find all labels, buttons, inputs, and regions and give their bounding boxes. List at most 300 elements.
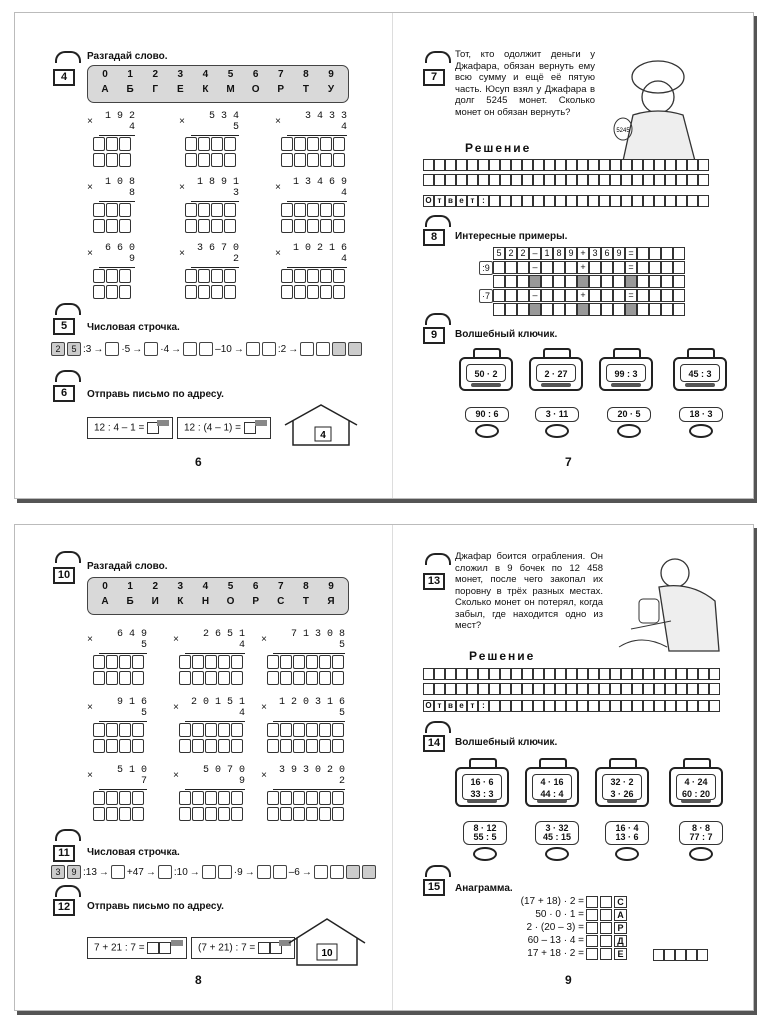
answer-cell[interactable] <box>198 203 210 217</box>
word-answer-cell[interactable] <box>664 949 675 961</box>
solution-cell[interactable] <box>621 668 632 680</box>
answer-cells[interactable] <box>93 655 144 669</box>
answer-cell[interactable] <box>643 700 654 712</box>
expression-cell[interactable] <box>505 289 517 302</box>
solution-cell[interactable] <box>665 174 676 186</box>
answer-cells[interactable] <box>281 269 345 283</box>
answer-cell[interactable] <box>294 137 306 151</box>
answer-cell[interactable] <box>119 671 131 685</box>
answer-cell[interactable] <box>198 153 210 167</box>
answer-cell[interactable] <box>224 269 236 283</box>
answer-cell[interactable] <box>511 195 522 207</box>
expression-cell[interactable] <box>493 261 505 274</box>
answer-cell[interactable] <box>93 671 105 685</box>
answer-cell[interactable] <box>205 723 217 737</box>
answer-cell[interactable] <box>319 671 331 685</box>
expression-cell[interactable] <box>565 303 577 316</box>
solution-row[interactable] <box>423 159 709 171</box>
answer-cell[interactable] <box>281 269 293 283</box>
solution-cell[interactable] <box>610 159 621 171</box>
expression-cell[interactable] <box>565 261 577 274</box>
solution-cell[interactable] <box>709 683 720 695</box>
chain-answer-box[interactable] <box>144 342 158 356</box>
answer-cell[interactable] <box>211 269 223 283</box>
answer-cell[interactable] <box>192 655 204 669</box>
answer-cell[interactable] <box>687 700 698 712</box>
solution-cell[interactable] <box>676 668 687 680</box>
answer-cell[interactable] <box>320 219 332 233</box>
answer-cell[interactable] <box>306 671 318 685</box>
solution-cell[interactable] <box>467 159 478 171</box>
answer-cell[interactable] <box>544 195 555 207</box>
answer-cell[interactable] <box>179 807 191 821</box>
answer-cells[interactable] <box>93 137 131 151</box>
answer-cell[interactable] <box>106 219 118 233</box>
key[interactable] <box>535 821 579 861</box>
answer-cell[interactable] <box>267 723 279 737</box>
anagram-answer-box[interactable] <box>586 896 598 908</box>
solution-cell[interactable] <box>698 174 709 186</box>
answer-box[interactable] <box>258 942 270 954</box>
answer-cell[interactable] <box>93 655 105 669</box>
answer-cell[interactable] <box>555 700 566 712</box>
solution-cell[interactable] <box>687 668 698 680</box>
answer-cell[interactable] <box>599 195 610 207</box>
answer-cell[interactable] <box>132 671 144 685</box>
answer-cells[interactable] <box>185 203 236 217</box>
solution-cell[interactable] <box>555 174 566 186</box>
answer-cell[interactable] <box>119 807 131 821</box>
anagram-answer-box[interactable] <box>586 935 598 947</box>
key[interactable] <box>679 407 723 438</box>
answer-cells[interactable] <box>179 655 243 669</box>
answer-cell[interactable] <box>319 807 331 821</box>
solution-cell[interactable] <box>643 159 654 171</box>
expression-cell[interactable] <box>541 275 553 288</box>
expression-row[interactable] <box>493 261 685 274</box>
expression-cell[interactable] <box>613 275 625 288</box>
final-box[interactable] <box>346 865 360 879</box>
expression-cell[interactable] <box>517 275 529 288</box>
solution-cell[interactable] <box>456 174 467 186</box>
solution-cell[interactable] <box>698 668 709 680</box>
answer-cell[interactable] <box>522 195 533 207</box>
solution-cell[interactable] <box>500 683 511 695</box>
expression-cell[interactable] <box>673 303 685 316</box>
answer-cell[interactable] <box>106 137 118 151</box>
expression-cell[interactable] <box>505 303 517 316</box>
answer-cell[interactable] <box>106 203 118 217</box>
anagram-answer-boxes[interactable] <box>653 949 708 961</box>
solution-cell[interactable] <box>654 683 665 695</box>
answer-cell[interactable] <box>566 700 577 712</box>
solution-cell[interactable] <box>533 174 544 186</box>
answer-cells[interactable] <box>267 655 344 669</box>
solution-cell[interactable] <box>599 668 610 680</box>
answer-cell[interactable] <box>119 219 131 233</box>
expression-cell[interactable]: – <box>529 261 541 274</box>
solution-row[interactable] <box>423 668 720 680</box>
answer-cell[interactable] <box>205 739 217 753</box>
answer-cell[interactable] <box>218 739 230 753</box>
word-answer-cell[interactable] <box>653 949 664 961</box>
chain-answer-box[interactable] <box>199 342 213 356</box>
expression-cell[interactable] <box>673 289 685 302</box>
answer-cell[interactable] <box>267 791 279 805</box>
answer-cell[interactable] <box>119 137 131 151</box>
answer-cell[interactable] <box>106 269 118 283</box>
answer-cell[interactable] <box>294 269 306 283</box>
solution-cell[interactable] <box>555 683 566 695</box>
answer-box[interactable] <box>244 422 256 434</box>
answer-cell[interactable] <box>93 219 105 233</box>
answer-cells[interactable] <box>185 153 236 167</box>
anagram-answer-box[interactable] <box>586 909 598 921</box>
answer-cell[interactable] <box>632 195 643 207</box>
answer-cell[interactable] <box>599 700 610 712</box>
answer-cell[interactable] <box>621 195 632 207</box>
solution-cell[interactable] <box>632 174 643 186</box>
word-answer-cell[interactable] <box>675 949 686 961</box>
answer-cell[interactable] <box>307 137 319 151</box>
solution-cell[interactable] <box>610 668 621 680</box>
answer-cell[interactable] <box>205 671 217 685</box>
answer-cell[interactable] <box>267 807 279 821</box>
answer-cells[interactable] <box>281 219 345 233</box>
answer-cell[interactable] <box>294 153 306 167</box>
anagram-answer-box[interactable] <box>600 922 612 934</box>
answer-cell[interactable] <box>588 195 599 207</box>
answer-cells[interactable] <box>93 269 131 283</box>
answer-cell[interactable] <box>132 723 144 737</box>
solution-cell[interactable] <box>478 159 489 171</box>
answer-cell[interactable] <box>293 739 305 753</box>
answer-cell[interactable] <box>709 700 720 712</box>
answer-cells[interactable] <box>93 285 131 299</box>
answer-cell[interactable] <box>231 791 243 805</box>
solution-cell[interactable] <box>676 174 687 186</box>
solution-cell[interactable] <box>489 668 500 680</box>
solution-cell[interactable] <box>467 668 478 680</box>
solution-cell[interactable] <box>632 668 643 680</box>
answer-cell[interactable] <box>332 807 344 821</box>
answer-cell[interactable] <box>332 655 344 669</box>
solution-cell[interactable] <box>511 683 522 695</box>
answer-cell[interactable] <box>610 700 621 712</box>
answer-cell[interactable] <box>205 655 217 669</box>
solution-cell[interactable] <box>654 668 665 680</box>
answer-cells[interactable] <box>267 671 344 685</box>
answer-cell[interactable] <box>93 269 105 283</box>
answer-cell[interactable] <box>307 285 319 299</box>
answer-cell[interactable] <box>654 700 665 712</box>
answer-cell[interactable] <box>119 153 131 167</box>
solution-cell[interactable] <box>500 668 511 680</box>
expression-cell[interactable] <box>661 289 673 302</box>
answer-cells[interactable] <box>185 285 236 299</box>
answer-cell[interactable] <box>533 195 544 207</box>
expression-cell[interactable] <box>625 303 637 316</box>
answer-cell[interactable] <box>319 739 331 753</box>
answer-cell[interactable] <box>119 203 131 217</box>
answer-cells[interactable] <box>93 723 144 737</box>
expression-cell[interactable] <box>649 275 661 288</box>
answer-cell[interactable] <box>93 137 105 151</box>
answer-cell[interactable] <box>185 269 197 283</box>
chain-answer-box[interactable] <box>262 342 276 356</box>
solution-cell[interactable] <box>467 174 478 186</box>
word-answer-cell[interactable] <box>686 949 697 961</box>
answer-cells[interactable] <box>267 739 344 753</box>
solution-cell[interactable] <box>511 159 522 171</box>
answer-cell[interactable] <box>280 655 292 669</box>
answer-cell[interactable] <box>293 791 305 805</box>
key[interactable] <box>607 407 651 438</box>
answer-cells[interactable] <box>93 203 131 217</box>
answer-cell[interactable] <box>319 723 331 737</box>
solution-cell[interactable] <box>456 668 467 680</box>
expression-cell[interactable]: = <box>625 289 637 302</box>
chain-answer-box[interactable] <box>314 865 328 879</box>
chain-answer-box[interactable] <box>105 342 119 356</box>
expression-cell[interactable] <box>637 275 649 288</box>
answer-cell[interactable] <box>293 723 305 737</box>
chain-answer-box[interactable] <box>202 865 216 879</box>
chain-answer-box[interactable] <box>218 865 232 879</box>
answer-cells[interactable] <box>93 671 144 685</box>
answer-cell[interactable] <box>280 671 292 685</box>
solution-cell[interactable] <box>665 159 676 171</box>
expression-cell[interactable] <box>649 261 661 274</box>
answer-cell[interactable] <box>577 700 588 712</box>
answer-cells[interactable] <box>93 153 131 167</box>
solution-cell[interactable] <box>566 683 577 695</box>
answer-cell[interactable] <box>205 791 217 805</box>
solution-cell[interactable] <box>599 174 610 186</box>
answer-cell[interactable] <box>211 203 223 217</box>
expression-cell[interactable] <box>553 289 565 302</box>
solution-cell[interactable] <box>599 159 610 171</box>
solution-row[interactable] <box>423 174 709 186</box>
answer-cell[interactable] <box>211 137 223 151</box>
expression-cell[interactable] <box>541 303 553 316</box>
solution-cell[interactable] <box>577 668 588 680</box>
expression-cell[interactable] <box>601 303 613 316</box>
solution-cell[interactable] <box>544 159 555 171</box>
answer-cell[interactable] <box>192 807 204 821</box>
expression-cell[interactable] <box>541 261 553 274</box>
chain-answer-box[interactable] <box>316 342 330 356</box>
expression-cell[interactable]: = <box>625 261 637 274</box>
answer-cell[interactable] <box>224 153 236 167</box>
answer-cell[interactable] <box>489 700 500 712</box>
answer-cell[interactable] <box>332 739 344 753</box>
solution-cell[interactable] <box>588 159 599 171</box>
key[interactable] <box>465 407 509 438</box>
final-box[interactable] <box>362 865 376 879</box>
solution-cell[interactable] <box>643 683 654 695</box>
expression-cell[interactable] <box>601 261 613 274</box>
answer-cell[interactable] <box>231 655 243 669</box>
answer-cells[interactable] <box>267 791 344 805</box>
expression-row[interactable] <box>493 289 685 302</box>
answer-cell[interactable] <box>293 807 305 821</box>
expression-cell[interactable] <box>673 275 685 288</box>
answer-cell[interactable] <box>218 791 230 805</box>
solution-cell[interactable] <box>489 683 500 695</box>
anagram-answer-box[interactable] <box>586 948 598 960</box>
solution-cell[interactable] <box>544 174 555 186</box>
solution-cell[interactable] <box>445 159 456 171</box>
expression-cell[interactable]: + <box>577 289 589 302</box>
answer-cell[interactable] <box>665 195 676 207</box>
expression-cell[interactable] <box>493 275 505 288</box>
answer-cell[interactable] <box>610 195 621 207</box>
solution-cell[interactable] <box>643 174 654 186</box>
answer-cell[interactable] <box>106 791 118 805</box>
solution-cell[interactable] <box>445 174 456 186</box>
answer-cell[interactable] <box>281 219 293 233</box>
solution-cell[interactable] <box>632 159 643 171</box>
solution-cell[interactable] <box>434 159 445 171</box>
answer-cell[interactable] <box>332 671 344 685</box>
expression-cell[interactable] <box>613 289 625 302</box>
answer-cell[interactable] <box>119 791 131 805</box>
expression-cell[interactable] <box>517 303 529 316</box>
solution-cell[interactable] <box>577 174 588 186</box>
answer-cell[interactable] <box>307 269 319 283</box>
answer-cell[interactable] <box>106 655 118 669</box>
answer-cell[interactable] <box>119 655 131 669</box>
answer-cell[interactable] <box>280 739 292 753</box>
expression-cell[interactable] <box>565 289 577 302</box>
expression-cell[interactable] <box>589 261 601 274</box>
solution-cell[interactable] <box>500 159 511 171</box>
chain-answer-box[interactable] <box>300 342 314 356</box>
solution-cell[interactable] <box>434 174 445 186</box>
expression-cell[interactable] <box>661 275 673 288</box>
answer-cell[interactable] <box>119 739 131 753</box>
answer-cell[interactable] <box>333 219 345 233</box>
answer-cell[interactable] <box>192 723 204 737</box>
answer-cells[interactable] <box>179 791 243 805</box>
solution-cell[interactable] <box>533 683 544 695</box>
answer-cell[interactable] <box>224 285 236 299</box>
solution-cell[interactable] <box>687 174 698 186</box>
expression-cell[interactable] <box>493 303 505 316</box>
chain-answer-box[interactable] <box>183 342 197 356</box>
expression-cell[interactable] <box>577 275 589 288</box>
expression-cell[interactable] <box>637 261 649 274</box>
solution-cell[interactable] <box>588 668 599 680</box>
answer-cell[interactable] <box>132 655 144 669</box>
expression-cell[interactable] <box>637 289 649 302</box>
solution-cell[interactable] <box>698 683 709 695</box>
expression-cell[interactable] <box>529 303 541 316</box>
chain-answer-box[interactable] <box>246 342 260 356</box>
expression-cell[interactable] <box>637 247 649 260</box>
solution-cell[interactable] <box>566 159 577 171</box>
answer-cell[interactable] <box>281 137 293 151</box>
answer-cell[interactable] <box>307 203 319 217</box>
answer-cells[interactable] <box>93 807 144 821</box>
solution-cell[interactable] <box>478 174 489 186</box>
answer-cell[interactable] <box>106 671 118 685</box>
answer-cell[interactable] <box>106 739 118 753</box>
expression-cell[interactable] <box>589 289 601 302</box>
answer-cell[interactable] <box>320 285 332 299</box>
expression-cell[interactable] <box>637 303 649 316</box>
answer-cell[interactable] <box>192 739 204 753</box>
answer-cell[interactable] <box>93 285 105 299</box>
answer-cell[interactable] <box>294 203 306 217</box>
answer-cell[interactable] <box>218 671 230 685</box>
solution-cell[interactable] <box>522 174 533 186</box>
solution-cell[interactable] <box>478 668 489 680</box>
expression-cell[interactable] <box>589 275 601 288</box>
answer-cell[interactable] <box>307 153 319 167</box>
expression-cell[interactable] <box>661 303 673 316</box>
answer-cell[interactable] <box>533 700 544 712</box>
expression-cell[interactable] <box>673 261 685 274</box>
answer-cell[interactable] <box>179 739 191 753</box>
answer-cell[interactable] <box>224 137 236 151</box>
answer-cell[interactable] <box>500 195 511 207</box>
expression-cell[interactable] <box>565 275 577 288</box>
chain-answer-box[interactable] <box>257 865 271 879</box>
solution-cell[interactable] <box>566 174 577 186</box>
solution-cell[interactable] <box>478 683 489 695</box>
answer-cell[interactable] <box>93 807 105 821</box>
answer-cell[interactable] <box>231 671 243 685</box>
solution-cell[interactable] <box>445 668 456 680</box>
answer-cells[interactable] <box>185 219 236 233</box>
answer-cell[interactable] <box>267 671 279 685</box>
answer-cell[interactable] <box>198 137 210 151</box>
expression-cell[interactable] <box>529 275 541 288</box>
word-answer-cell[interactable] <box>697 949 708 961</box>
answer-cells[interactable] <box>93 791 144 805</box>
expression-cell[interactable] <box>649 289 661 302</box>
answer-cell[interactable] <box>577 195 588 207</box>
solution-cell[interactable] <box>654 174 665 186</box>
answer-cell[interactable] <box>267 739 279 753</box>
answer-cell[interactable] <box>306 739 318 753</box>
expression-cell[interactable] <box>577 303 589 316</box>
expression-cell[interactable] <box>505 261 517 274</box>
answer-cell[interactable] <box>621 700 632 712</box>
solution-cell[interactable] <box>621 174 632 186</box>
answer-cell[interactable] <box>106 285 118 299</box>
solution-cell[interactable] <box>456 683 467 695</box>
solution-cell[interactable] <box>577 683 588 695</box>
solution-cell[interactable] <box>511 174 522 186</box>
chain-answer-box[interactable] <box>273 865 287 879</box>
answer-cell[interactable] <box>306 791 318 805</box>
solution-cell[interactable] <box>533 159 544 171</box>
solution-cell[interactable] <box>588 174 599 186</box>
answer-cell[interactable] <box>185 203 197 217</box>
answer-cell[interactable] <box>231 807 243 821</box>
answer-cell[interactable] <box>179 671 191 685</box>
answer-cell[interactable] <box>179 655 191 669</box>
answer-cell[interactable] <box>632 700 643 712</box>
answer-cell[interactable] <box>566 195 577 207</box>
answer-cell[interactable] <box>185 137 197 151</box>
answer-cell[interactable] <box>333 153 345 167</box>
solution-cell[interactable] <box>665 683 676 695</box>
expression-cell[interactable] <box>673 247 685 260</box>
